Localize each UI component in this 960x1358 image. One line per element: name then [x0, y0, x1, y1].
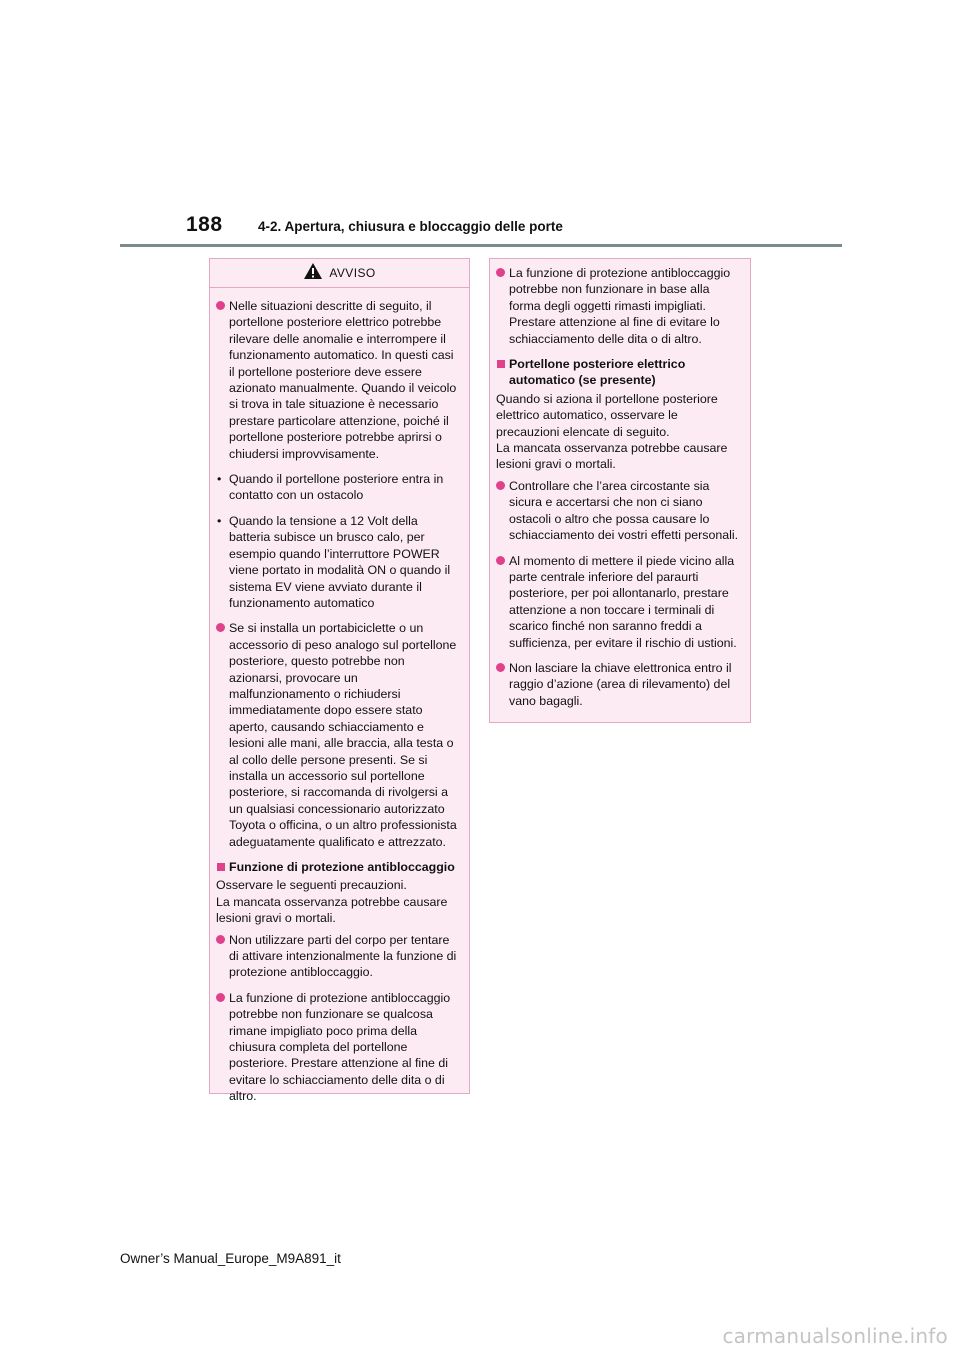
page-header — [0, 0, 960, 250]
page-number: 188 — [186, 213, 223, 236]
list-item — [216, 298, 459, 462]
list-item — [496, 553, 740, 651]
paragraph: La mancata osservanza potrebbe causare lesioni gravi o mortali. — [216, 894, 448, 926]
square-bullet-icon — [217, 863, 225, 871]
list-item — [496, 478, 740, 544]
warning-triangle-icon — [303, 262, 323, 284]
dash-bullet-icon: • — [217, 513, 222, 528]
bullet-dot-icon — [216, 301, 225, 310]
bullet-text: Al momento di mettere il piede vicino alla parte centrale inferiore del paraurti posteriore, per poi allontanarlo, prestare attenzione a non toccare i terminali di scarico finché non saranno freddi a sufficienza, per evitare il rischio di ustioni. — [509, 553, 737, 650]
bullet-dot-icon — [216, 623, 225, 632]
section-title: 4-2. Apertura, chiusura e bloccaggio delle porte — [258, 219, 563, 234]
header-divider — [120, 244, 842, 247]
bullet-text: La funzione di protezione antibloccaggio potrebbe non funzionare se qualcosa rimane impigliato poco prima della chiusura completa del portellone posteriore. Prestare attenzione al fine di evitare lo schiacciamento delle dita o di altro. — [229, 990, 451, 1104]
bullet-dot-icon — [496, 268, 505, 277]
list-item — [216, 471, 459, 504]
sub-heading — [496, 356, 740, 389]
dash-bullet-icon: • — [217, 472, 222, 487]
list-item — [496, 660, 740, 709]
sub-heading — [216, 859, 459, 875]
warning-title: AVVISO — [329, 265, 376, 280]
paragraph: Osservare le seguenti precauzioni. — [216, 878, 407, 893]
bullet-dot-icon — [496, 556, 505, 565]
sub-heading-text: Funzione di protezione antibloccaggio — [229, 860, 455, 874]
bullet-dot-icon — [496, 481, 505, 490]
watermark: carmanualsonline.info — [722, 1324, 948, 1348]
square-bullet-icon — [497, 360, 505, 368]
bullet-text: Non utilizzare parti del corpo per tentare di attivare intenzionalmente la funzione di protezione antibloccaggio. — [229, 932, 457, 980]
list-item — [216, 513, 459, 611]
warning-box-header — [210, 259, 469, 288]
warning-box-right — [489, 258, 751, 723]
dash-text: Quando il portellone posteriore entra in contatto con un ostacolo — [229, 472, 444, 503]
bullet-dot-icon — [216, 935, 225, 944]
bullet-dot-icon — [496, 663, 505, 672]
bullet-text: Non lasciare la chiave elettronica entro il raggio d’azione (area di rilevamento) del vano bagagli. — [509, 660, 732, 708]
manual-id: Owner’s Manual_Europe_M9A891_it — [120, 1251, 341, 1266]
dash-text: Quando la tensione a 12 Volt della batteria subisce un brusco calo, per esempio quando l’interruttore POWER viene portato in modalità ON o quando il sistema EV viene avviato durante il funzionamento automatico — [229, 513, 451, 610]
bullet-dot-icon — [216, 993, 225, 1002]
bullet-text: Controllare che l’area circostante sia sicura e accertarsi che non ci siano ostacoli o altro che possa causare lo schiacciamento dei vostri effetti personali. — [509, 478, 739, 543]
warning-box-left — [209, 258, 470, 1104]
bullet-text: Se si installa un portabiciclette o un accessorio di peso analogo sul portellone posteriore, questo potrebbe non azionarsi, provocare un malfunzionamento o richiudersi immediatamente dopo essere stato aperto, causando schiacciamento e lesioni alle mani, alle braccia, alla testa o al collo delle persone presenti. Se si installa un accessorio sul portellone posteriore, si raccomanda di rivolgersi a un qualsiasi concessionario autorizzato Toyota o officina, o un altro professionista adeguatamente qualificato e attrezzato. — [229, 621, 457, 849]
list-item — [496, 265, 740, 347]
paragraph: Quando si aziona il portellone posteriore elettrico automatico, osservare le precauzioni elencate di seguito. — [496, 391, 718, 439]
bullet-text: Nelle situazioni descritte di seguito, il portellone posteriore elettrico potrebbe rilevare delle anomalie e interrompere il funzionamento automatico. In questi casi il portellone posteriore deve essere azionato manualmente. Quando il veicolo si trova in tale situazione è necessario prestare particolare attenzione, poiché il portellone posteriore potrebbe aprirsi o chiudersi improvvisamente. — [229, 299, 457, 461]
list-item — [216, 620, 459, 850]
list-item — [216, 932, 459, 981]
paragraph: La mancata osservanza potrebbe causare lesioni gravi o mortali. — [496, 441, 728, 472]
sub-heading-text: Portellone posteriore elettrico automatico (se presente) — [509, 357, 686, 388]
bullet-text: La funzione di protezione antibloccaggio potrebbe non funzionare in base alla forma degli oggetti rimasti impigliati. Prestare attenzione al fine di evitare lo schiacciamento delle dita o di altro. — [509, 266, 731, 346]
list-item — [216, 990, 459, 1105]
